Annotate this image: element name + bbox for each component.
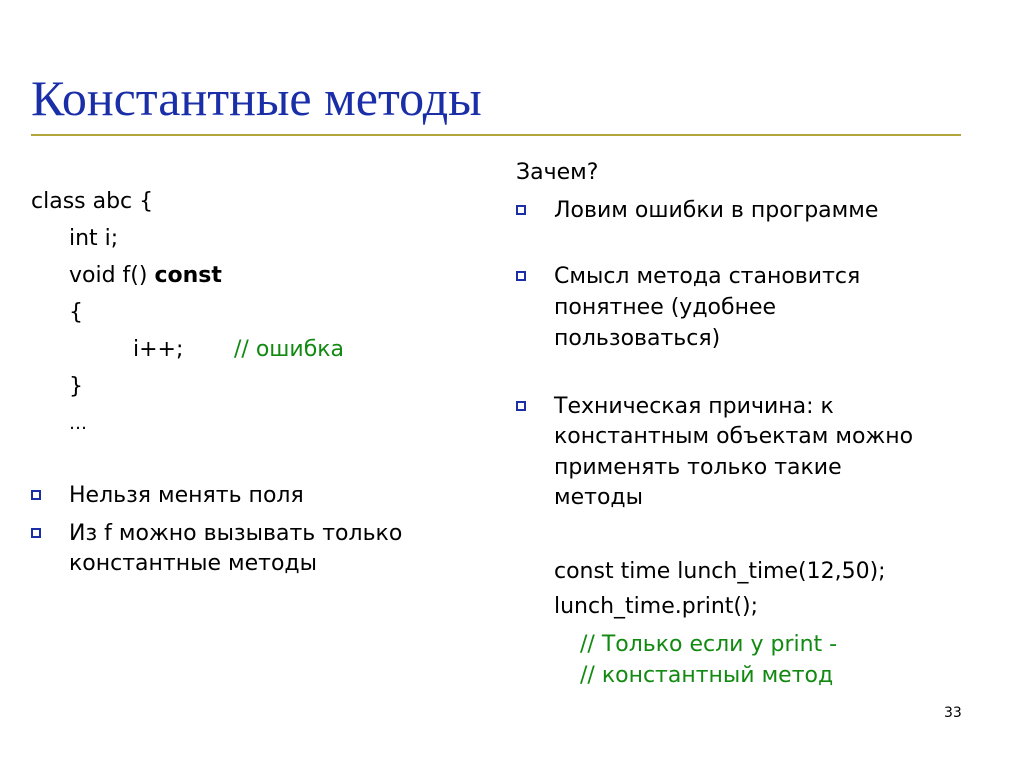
bullet-text-line: Техническая причина: к	[554, 394, 834, 419]
code-line-const-object: const time lunch_time(12,50);	[554, 559, 886, 584]
code-line-class: class abc {	[31, 189, 154, 214]
code-comment-line: // Только если у print -	[580, 632, 838, 657]
code-method-signature: void f()	[69, 263, 155, 288]
code-line-field: int i;	[69, 226, 119, 251]
bullet-text-line: Смысл метода становится	[554, 264, 861, 289]
slide-title: Константные методы	[31, 70, 482, 126]
square-bullet-icon	[31, 528, 41, 538]
code-line-print-call: lunch_time.print();	[554, 594, 759, 619]
bullet-text-line: константные методы	[69, 551, 317, 576]
code-comment-error: // ошибка	[234, 337, 345, 362]
bullet-text-line: пользоваться)	[554, 326, 721, 351]
code-line-increment: i++;	[133, 337, 184, 362]
bullet-text-line: методы	[554, 485, 643, 510]
code-line-method	[69, 260, 222, 292]
square-bullet-icon	[516, 205, 526, 215]
bullet-text-line: константным объектам можно	[554, 424, 914, 449]
bullet-text-line: понятнее (удобнее	[554, 295, 777, 320]
bullet-text-line: применять только такие	[554, 455, 842, 480]
bullet-text-line: Из f можно вызывать только	[69, 521, 403, 546]
code-line-ellipsis: …	[69, 413, 87, 434]
title-divider	[31, 134, 961, 136]
code-const-keyword: const	[154, 263, 222, 288]
square-bullet-icon	[31, 490, 41, 500]
square-bullet-icon	[516, 271, 526, 281]
code-line-close-brace: }	[69, 374, 83, 399]
code-comment-line: // константный метод	[580, 663, 834, 688]
square-bullet-icon	[516, 401, 526, 411]
bullet-text-line: Нельзя менять поля	[69, 483, 304, 508]
right-heading: Зачем?	[516, 160, 599, 185]
page-number: 33	[944, 705, 962, 721]
code-line-open-brace: {	[69, 300, 83, 325]
bullet-text-line: Ловим ошибки в программе	[554, 198, 879, 223]
